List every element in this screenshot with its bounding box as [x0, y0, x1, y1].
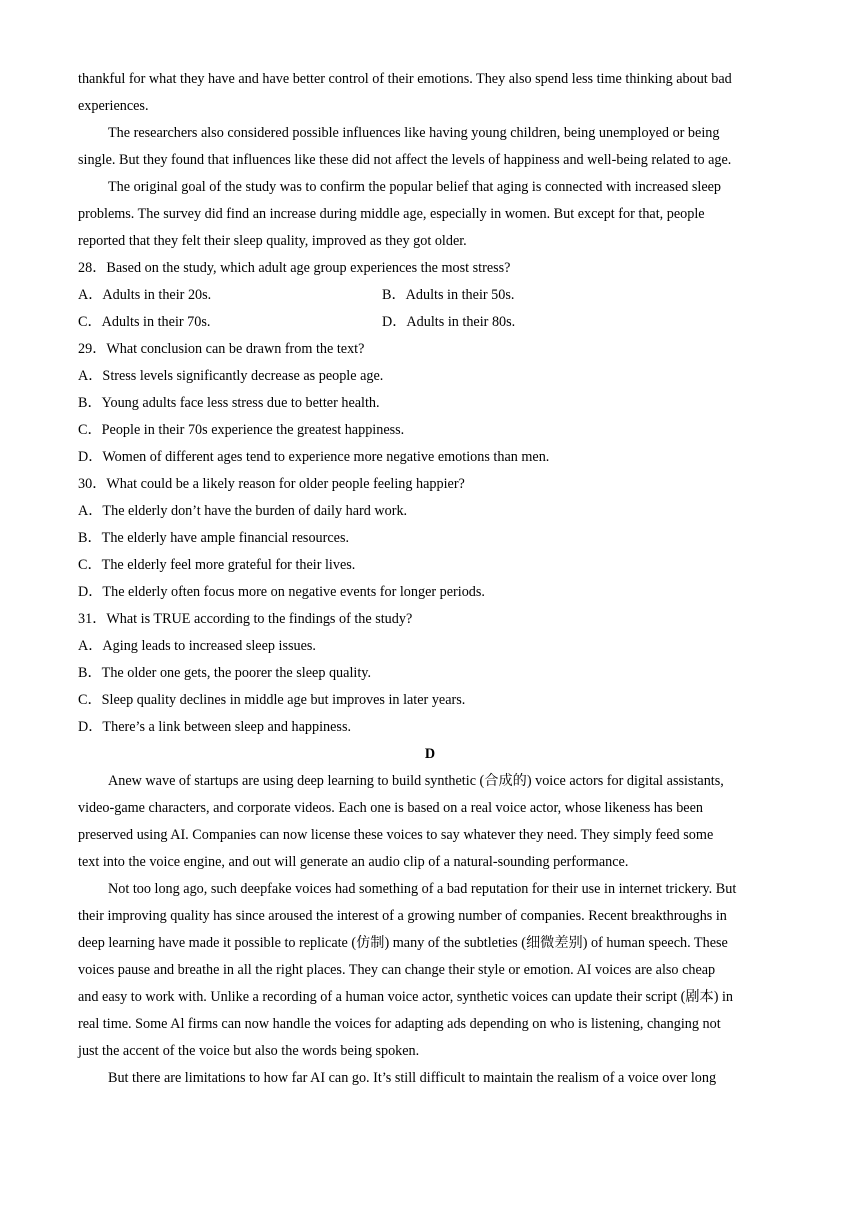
- question-stem: 30．What could be a likely reason for older people feeling happier?: [78, 476, 465, 492]
- answer-option: B．Young adults face less stress due to better health.: [78, 395, 380, 411]
- answer-option: C．People in their 70s experience the greatest happiness.: [78, 422, 405, 438]
- answer-option: C．The elderly feel more grateful for their lives.: [78, 557, 356, 573]
- passage-line: thankful for what they have and have better control of their emotions. They also spend less time thinking about bad: [78, 71, 732, 87]
- passage-line: But there are limitations to how far AI can go. It’s still difficult to maintain the realism of a voice over long: [108, 1070, 717, 1086]
- passage-line: experiences.: [78, 98, 149, 114]
- passage-line: reported that they felt their sleep quality, improved as they got older.: [78, 233, 467, 249]
- passage-line: Not too long ago, such deepfake voices had something of a bad reputation for their use in internet trickery. But: [108, 881, 737, 897]
- passage-line: The researchers also considered possible influences like having young children, being unemployed or being: [108, 125, 720, 141]
- question-stem: 29．What conclusion can be drawn from the text?: [78, 341, 365, 357]
- answer-option: C．Adults in their 70s.: [78, 314, 211, 330]
- passage-line: single. But they found that influences like these did not affect the levels of happiness and well-being related to age.: [78, 152, 732, 168]
- passage-line: real time. Some Al firms can now handle the voices for adapting ads depending on who is listening, changing not: [78, 1016, 721, 1032]
- answer-option: A．Stress levels significantly decrease as people age.: [78, 368, 384, 384]
- question-stem: 31．What is TRUE according to the findings of the study?: [78, 611, 413, 627]
- answer-option: C．Sleep quality declines in middle age but improves in later years.: [78, 692, 466, 708]
- answer-option: B．The elderly have ample financial resources.: [78, 530, 350, 546]
- answer-option: B．The older one gets, the poorer the sleep quality.: [78, 665, 371, 681]
- passage-line: deep learning have made it possible to replicate (仿制) many of the subtleties (细微差别) of human speech. These: [78, 935, 728, 951]
- passage-line: voices pause and breathe in all the right places. They can change their style or emotion. AI voices are also cheap: [78, 962, 716, 978]
- answer-option: A．The elderly don’t have the burden of daily hard work.: [78, 503, 408, 519]
- answer-option: B．Adults in their 50s.: [382, 287, 515, 303]
- passage-line: Anew wave of startups are using deep learning to build synthetic (合成的) voice actors for digital assistants,: [108, 773, 724, 789]
- passage-line: their improving quality has since aroused the interest of a growing number of companies. Recent breakthroughs in: [78, 908, 727, 924]
- passage-line: text into the voice engine, and out will generate an audio clip of a natural-sounding performance.: [78, 854, 629, 870]
- passage-line: The original goal of the study was to confirm the popular belief that aging is connected with increased sleep: [108, 179, 722, 195]
- passage-line: problems. The survey did find an increase during middle age, especially in women. But except for that, people: [78, 206, 705, 222]
- passage-line: preserved using AI. Companies can now license these voices to say whatever they need. They simply feed some: [78, 827, 714, 843]
- answer-option: A．Aging leads to increased sleep issues.: [78, 638, 316, 654]
- passage-line: video-game characters, and corporate videos. Each one is based on a real voice actor, whose likeness has been: [78, 800, 703, 816]
- answer-option: A．Adults in their 20s.: [78, 287, 212, 303]
- section-heading: D: [424, 746, 436, 762]
- answer-option: D．The elderly often focus more on negative events for longer periods.: [78, 584, 485, 600]
- question-stem: 28．Based on the study, which adult age group experiences the most stress?: [78, 260, 511, 276]
- passage-line: just the accent of the voice but also the words being spoken.: [78, 1043, 420, 1059]
- answer-option: D．Women of different ages tend to experience more negative emotions than men.: [78, 449, 550, 465]
- passage-line: and easy to work with. Unlike a recording of a human voice actor, synthetic voices can update their script (剧本) in: [78, 989, 734, 1005]
- answer-option: D．Adults in their 80s.: [382, 314, 516, 330]
- answer-option: D．There’s a link between sleep and happiness.: [78, 719, 352, 735]
